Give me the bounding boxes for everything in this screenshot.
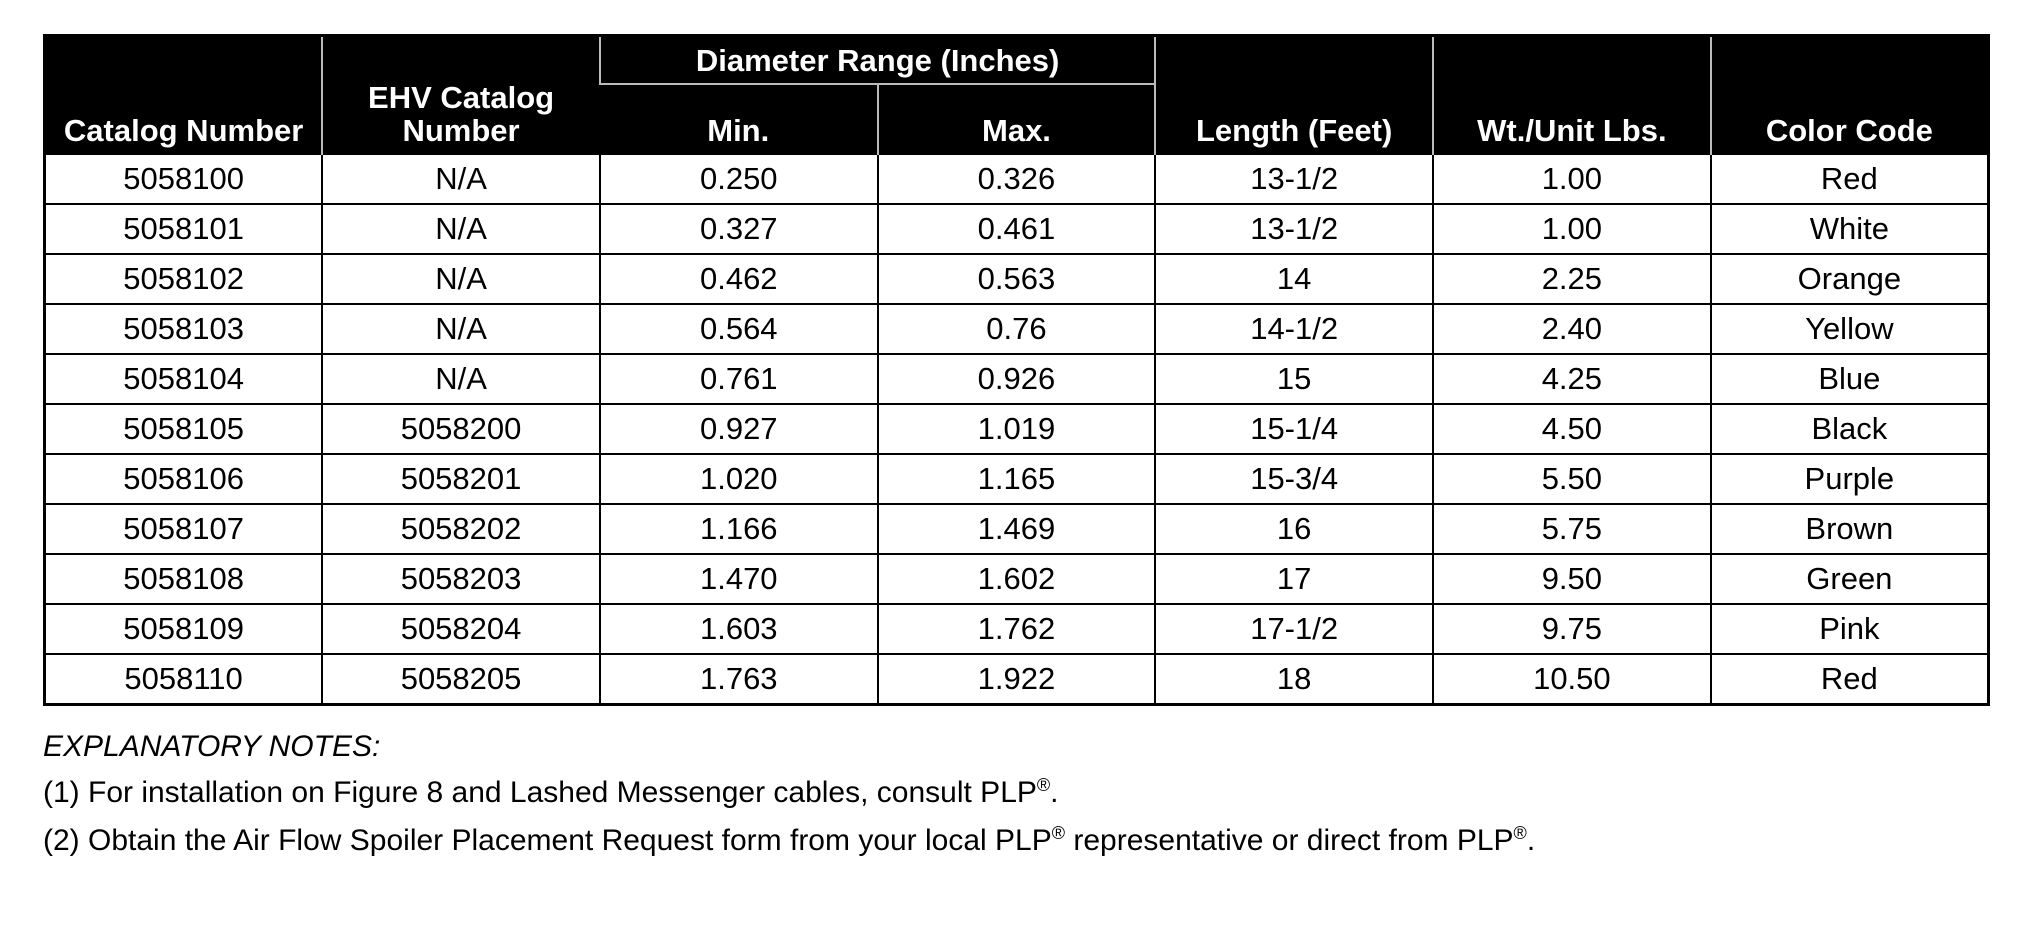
cell-color-code: Yellow [1711,304,1989,354]
cell-weight: 1.00 [1433,204,1711,254]
cell-catalog-number: 5058106 [45,454,323,504]
cell-weight: 10.50 [1433,654,1711,705]
cell-diameter-max: 1.922 [878,654,1156,705]
note-2-text-a: (2) Obtain the Air Flow Spoiler Placement Request form from your local PLP [43,824,1052,857]
cell-catalog-number: 5058107 [45,504,323,554]
cell-diameter-max: 0.326 [878,154,1156,204]
cell-length: 17-1/2 [1155,604,1433,654]
cell-color-code: Green [1711,554,1989,604]
cell-color-code: Black [1711,404,1989,454]
cell-diameter-max: 1.602 [878,554,1156,604]
cell-diameter-min: 1.763 [600,654,878,705]
cell-color-code: Red [1711,154,1989,204]
cell-length: 15-3/4 [1155,454,1433,504]
cell-ehv-catalog-number: N/A [322,154,600,204]
cell-weight: 4.25 [1433,354,1711,404]
registered-mark: ® [1513,823,1527,843]
table-row [45,154,1989,204]
cell-weight: 2.40 [1433,304,1711,354]
cell-catalog-number: 5058103 [45,304,323,354]
cell-diameter-min: 1.166 [600,504,878,554]
cell-ehv-catalog-number: 5058205 [322,654,600,705]
cell-diameter-min: 0.327 [600,204,878,254]
table-row [45,604,1989,654]
cell-diameter-min: 1.470 [600,554,878,604]
cell-ehv-catalog-number: N/A [322,204,600,254]
cell-catalog-number: 5058105 [45,404,323,454]
header-weight: Wt./Unit Lbs. [1433,36,1711,155]
cell-catalog-number: 5058100 [45,154,323,204]
cell-diameter-max: 1.165 [878,454,1156,504]
cell-diameter-min: 0.564 [600,304,878,354]
cell-length: 15 [1155,354,1433,404]
cell-diameter-min: 0.761 [600,354,878,404]
cell-weight: 9.75 [1433,604,1711,654]
cell-diameter-max: 1.019 [878,404,1156,454]
cell-diameter-max: 0.76 [878,304,1156,354]
header-max: Max. [878,84,1156,154]
cell-diameter-max: 1.762 [878,604,1156,654]
cell-weight: 5.75 [1433,504,1711,554]
note-1-end: . [1050,776,1059,809]
table-row [45,254,1989,304]
cell-diameter-min: 0.250 [600,154,878,204]
cell-ehv-catalog-number: 5058201 [322,454,600,504]
cell-weight: 9.50 [1433,554,1711,604]
cell-ehv-catalog-number: 5058202 [322,504,600,554]
table-row [45,504,1989,554]
cell-length: 16 [1155,504,1433,554]
cell-weight: 5.50 [1433,454,1711,504]
cell-ehv-catalog-number: 5058200 [322,404,600,454]
table-row [45,354,1989,404]
cell-color-code: Blue [1711,354,1989,404]
cell-diameter-max: 0.461 [878,204,1156,254]
table-row [45,304,1989,354]
table-row [45,404,1989,454]
cell-weight: 4.50 [1433,404,1711,454]
header-min: Min. [600,84,878,154]
cell-diameter-min: 0.462 [600,254,878,304]
cell-color-code: Orange [1711,254,1989,304]
cell-color-code: White [1711,204,1989,254]
cell-ehv-catalog-number: 5058203 [322,554,600,604]
note-2-end: . [1526,824,1536,857]
cell-catalog-number: 5058110 [45,654,323,705]
table-row [45,204,1989,254]
note-1-text: (1) For installation on Figure 8 and Lashed Messenger cables, consult PLP [43,776,1037,809]
cell-diameter-min: 1.020 [600,454,878,504]
header-catalog-number: Catalog Number [45,36,323,155]
cell-color-code: Pink [1711,604,1989,654]
cell-ehv-catalog-number: 5058204 [322,604,600,654]
cell-ehv-catalog-number: N/A [322,304,600,354]
cell-length: 17 [1155,554,1433,604]
cell-catalog-number: 5058102 [45,254,323,304]
cell-diameter-max: 0.563 [878,254,1156,304]
cell-length: 18 [1155,654,1433,705]
cell-catalog-number: 5058101 [45,204,323,254]
table-row [45,454,1989,504]
cell-length: 13-1/2 [1155,154,1433,204]
cell-length: 14 [1155,254,1433,304]
cell-weight: 2.25 [1433,254,1711,304]
header-ehv-catalog-number: EHV Catalog Number [322,36,600,155]
cell-color-code: Red [1711,654,1989,705]
cell-length: 15-1/4 [1155,404,1433,454]
cell-color-code: Brown [1711,504,1989,554]
cell-catalog-number: 5058108 [45,554,323,604]
cell-ehv-catalog-number: N/A [322,254,600,304]
registered-mark: ® [1051,823,1066,843]
note-1 [43,776,1059,810]
notes-title: EXPLANATORY NOTES: [43,730,381,763]
cell-diameter-min: 0.927 [600,404,878,454]
table-row [45,654,1989,705]
header-length: Length (Feet) [1155,36,1433,155]
note-2-text-b: representative or direct from PLP [1065,824,1514,857]
header-diameter-range: Diameter Range (Inches) [600,36,1155,85]
product-spec-table [43,34,1990,706]
table-body [45,154,1989,705]
cell-catalog-number: 5058104 [45,354,323,404]
cell-ehv-catalog-number: N/A [322,354,600,404]
cell-diameter-min: 1.603 [600,604,878,654]
cell-catalog-number: 5058109 [45,604,323,654]
note-2 [43,824,1535,858]
cell-color-code: Purple [1711,454,1989,504]
cell-length: 14-1/2 [1155,304,1433,354]
cell-diameter-max: 1.469 [878,504,1156,554]
registered-mark: ® [1036,775,1051,795]
cell-weight: 1.00 [1433,154,1711,204]
cell-diameter-max: 0.926 [878,354,1156,404]
table-row [45,554,1989,604]
cell-length: 13-1/2 [1155,204,1433,254]
header-color-code: Color Code [1711,36,1989,155]
